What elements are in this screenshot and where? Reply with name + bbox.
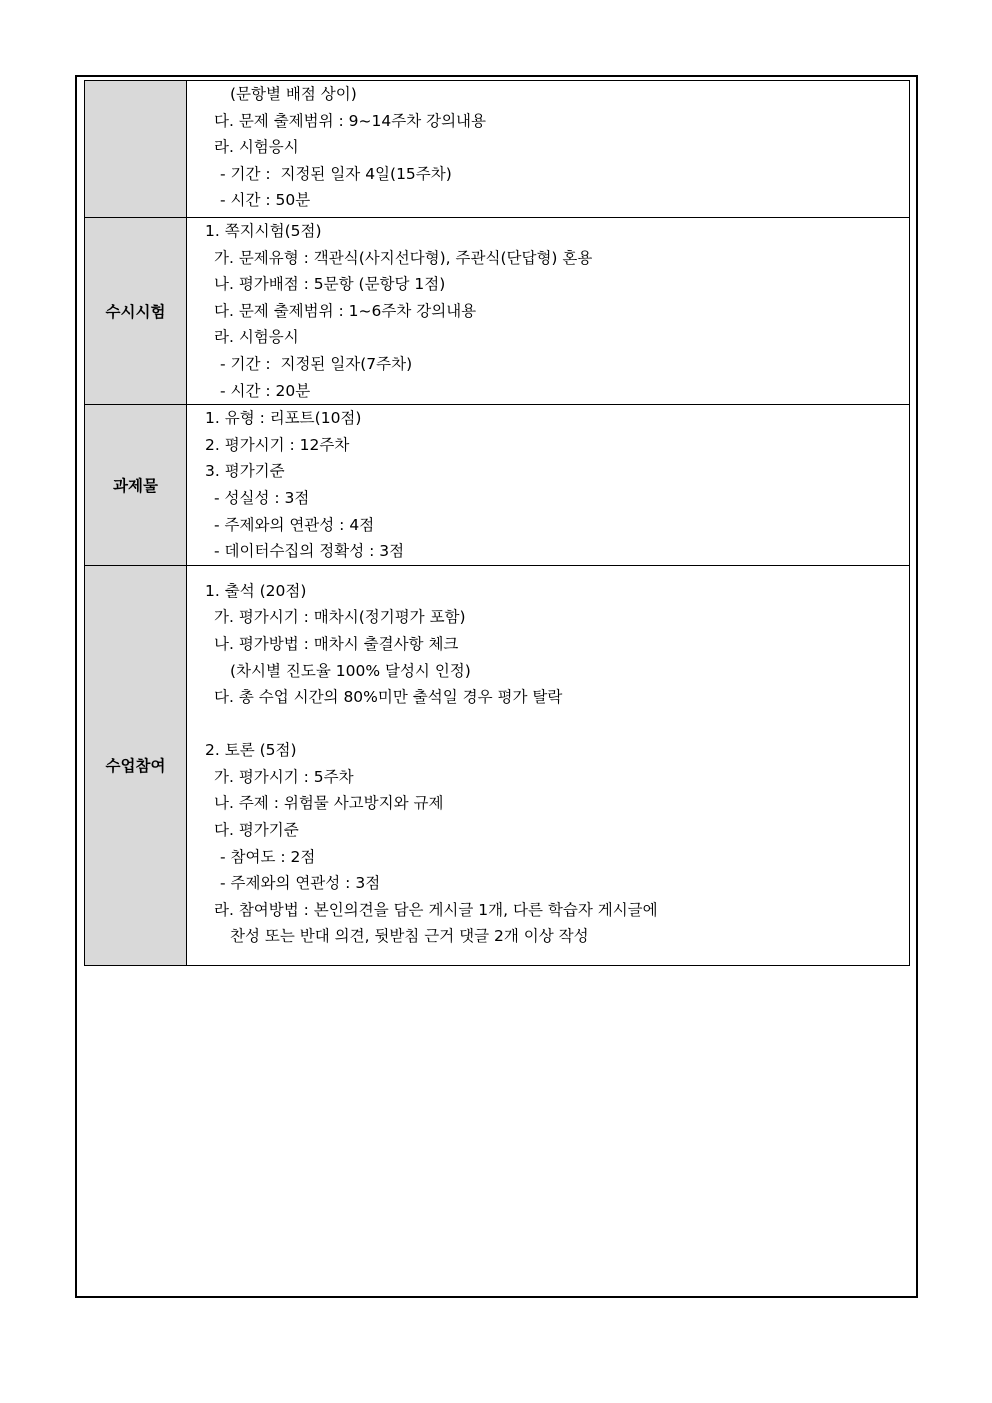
section-content	[187, 405, 910, 566]
content-line: 다. 문제 출제범위 : 9~14주차 강의내용	[214, 111, 487, 130]
table-row	[85, 81, 910, 218]
content-line: 라. 시험응시	[214, 328, 299, 347]
content-line: - 성실성 : 3점	[214, 488, 310, 507]
content-line: 라. 참여방법 : 본인의견을 담은 게시글 1개, 다른 학습자 게시글에	[214, 900, 658, 919]
content-line: 가. 문제유형 : 객관식(사지선다형), 주관식(단답형) 혼용	[214, 248, 593, 267]
content-line: 3. 평가기준	[205, 462, 285, 481]
section-content	[187, 218, 910, 405]
content-line: - 기간 : 지정된 일자 4일(15주차)	[220, 164, 452, 183]
evaluation-table	[84, 80, 910, 966]
table-row	[85, 218, 910, 405]
table-row	[85, 565, 910, 965]
section-label	[85, 81, 187, 218]
content-line: - 시간 : 20분	[220, 381, 311, 400]
section-content	[187, 565, 910, 965]
content-line: 다. 총 수업 시간의 80%미만 출석일 경우 평가 탈락	[214, 688, 563, 707]
section-content	[187, 81, 910, 218]
content-line: 라. 시험응시	[214, 138, 299, 157]
content-line: - 기간 : 지정된 일자(7주차)	[220, 354, 413, 373]
table-row	[85, 405, 910, 566]
content-line: 2. 토론 (5점)	[205, 741, 297, 760]
content-line: 다. 평가기준	[214, 821, 299, 840]
content-line: - 주제와의 연관성 : 4점	[214, 515, 375, 534]
section-label: 수업참여	[85, 565, 187, 965]
content-line: - 참여도 : 2점	[220, 847, 316, 866]
content-line: 찬성 또는 반대 의견, 뒷받침 근거 댓글 2개 이상 작성	[230, 927, 589, 946]
content-line: 가. 평가시기 : 매차시(정기평가 포함)	[214, 608, 466, 627]
content-line: (차시별 진도율 100% 달성시 인정)	[230, 661, 471, 680]
content-line: 2. 평가시기 : 12주차	[205, 435, 350, 454]
content-line: 나. 주제 : 위험물 사고방지와 규제	[214, 794, 444, 813]
section-label: 수시시험	[85, 218, 187, 405]
content-line: 가. 평가시기 : 5주차	[214, 767, 354, 786]
content-line: - 시간 : 50분	[220, 191, 311, 210]
section-label: 과제물	[85, 405, 187, 566]
content-line: - 데이터수집의 정확성 : 3점	[214, 542, 405, 561]
content-line: 나. 평가배점 : 5문항 (문항당 1점)	[214, 275, 446, 294]
content-line: 1. 출석 (20점)	[205, 581, 307, 600]
blank-spacer	[196, 711, 909, 738]
content-line: (문항별 배점 상이)	[230, 85, 357, 103]
content-line: 나. 평가방법 : 매차시 출결사항 체크	[214, 634, 459, 653]
content-line: 다. 문제 출제범위 : 1~6주차 강의내용	[214, 301, 477, 320]
content-line: - 주제와의 연관성 : 3점	[220, 874, 381, 893]
content-line: 1. 쪽지시험(5점)	[205, 222, 322, 240]
content-line: 1. 유형 : 리포트(10점)	[205, 409, 362, 428]
